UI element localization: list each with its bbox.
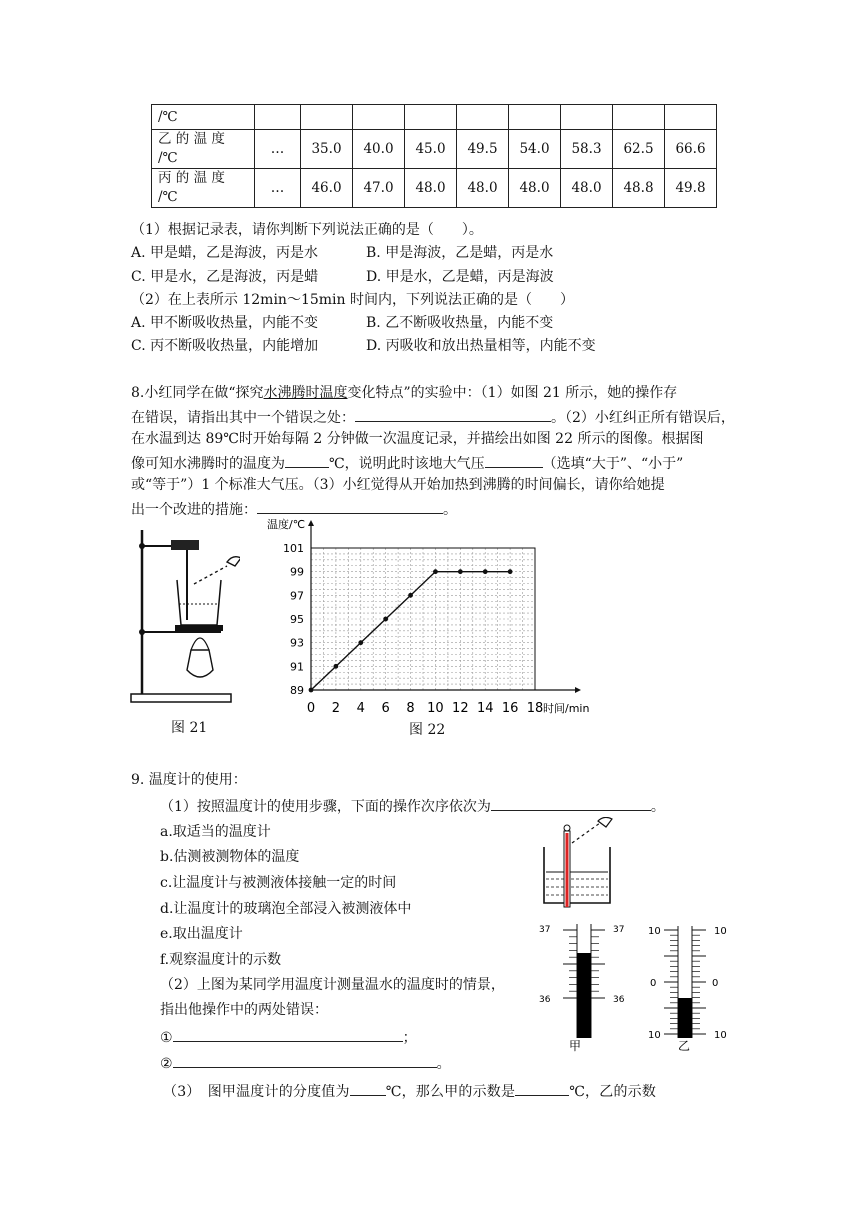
fig21-caption: 图 21 xyxy=(171,720,208,736)
table-cell: 66.6 xyxy=(665,130,717,169)
q7-p1-option-d: D. 甲是水，乙是蜡，丙是海波 xyxy=(366,269,554,285)
answer-blank[interactable] xyxy=(285,452,329,468)
table-cell: 49.8 xyxy=(665,169,717,208)
q7-p2-option-d: D. 丙吸收和放出热量相等，内能不变 xyxy=(366,338,596,354)
table-cell: 35.0 xyxy=(301,130,353,169)
table-cell: 58.3 xyxy=(561,130,613,169)
y-axis-label: 温度/℃ xyxy=(267,518,306,531)
temperature-record-table xyxy=(151,104,717,208)
table-cell xyxy=(457,105,509,130)
q8-text: ℃，说明此时该地大气压 xyxy=(329,456,485,472)
x-tick-label: 12 xyxy=(452,701,469,716)
eye-icon xyxy=(598,817,612,827)
table-row xyxy=(152,169,717,208)
row-header xyxy=(152,105,255,130)
row-header xyxy=(152,130,255,169)
q7-p1-option-b: B. 甲是海波，乙是蜡，丙是水 xyxy=(366,245,554,261)
table-cell xyxy=(613,105,665,130)
answer-blank[interactable] xyxy=(355,406,551,422)
x-tick-label: 6 xyxy=(381,701,390,716)
table-cell: 54.0 xyxy=(509,130,561,169)
q9-title: 9. 温度计的使用： xyxy=(131,772,247,788)
yi-mid-label-right: 0 xyxy=(712,978,719,989)
q8-text: 8.小红同学在做“探究 xyxy=(131,385,264,401)
q8-text: 。 xyxy=(443,502,457,518)
q7-p2-option-c: C. 丙不断吸收热量，内能增加 xyxy=(131,338,319,354)
q8-text: （选填“大于”、“小于” xyxy=(542,456,684,472)
table-cell: 48.0 xyxy=(405,169,457,208)
q9-text: ② xyxy=(160,1056,173,1072)
yi-liquid-column xyxy=(678,998,692,1038)
q8-text: 。（2）小红纠正所有错误后， xyxy=(551,410,735,426)
table-cell xyxy=(353,105,405,130)
stand-base xyxy=(131,694,231,702)
thermometer-in-beaker-figure xyxy=(536,817,626,909)
q8-line-1 xyxy=(131,383,677,403)
thermometer-jia xyxy=(533,922,633,1052)
q8-line-4 xyxy=(131,452,683,474)
y-tick-label: 95 xyxy=(290,613,304,626)
y-tick-label: 97 xyxy=(290,589,304,603)
q7-part1-stem: （1）根据记录表，请你判断下列说法正确的是（ ）。 xyxy=(131,222,483,238)
q9-part2-line1: （2）上图为某同学用温度计测量温水的温度时的情景， xyxy=(160,977,505,993)
yi-bottom-label: 10 xyxy=(648,1030,661,1041)
x-tick-label: 14 xyxy=(476,701,494,716)
data-point xyxy=(508,569,513,574)
row-header xyxy=(152,169,255,208)
jia-top-label: 37 xyxy=(539,925,551,935)
row-header-line: 丙 的 温 度 xyxy=(158,170,225,186)
data-point xyxy=(358,640,363,645)
answer-blank[interactable] xyxy=(173,1052,437,1068)
x-axis-label: 时间/min xyxy=(543,702,590,715)
table-cell: 40.0 xyxy=(353,130,405,169)
x-tick-label: 18 xyxy=(526,701,544,716)
data-point xyxy=(383,617,388,622)
q8-line-2 xyxy=(131,406,735,428)
q9-text: ； xyxy=(402,1030,417,1046)
yi-label: 乙 xyxy=(678,1039,691,1052)
y-axis-arrow xyxy=(308,520,314,526)
answer-blank[interactable] xyxy=(515,1080,569,1096)
boiling-temperature-chart xyxy=(260,512,600,722)
q7-p2-option-a: A. 甲不断吸收热量，内能不变 xyxy=(131,315,319,331)
y-tick-label: 91 xyxy=(290,660,304,674)
answer-blank[interactable] xyxy=(173,1026,403,1042)
q7-p1-option-a: A. 甲是蜡，乙是海波，丙是水 xyxy=(131,245,319,261)
q9-error-2 xyxy=(160,1052,451,1074)
q8-text: 变化特点”的实验中：（1）如图 21 所示，她的操作存 xyxy=(347,385,678,401)
data-point xyxy=(309,688,314,693)
thermometer-top xyxy=(564,825,570,831)
yi-mid-label: 0 xyxy=(650,978,657,989)
answer-blank[interactable] xyxy=(491,795,651,811)
data-point xyxy=(483,569,488,574)
y-tick-label: 89 xyxy=(290,684,304,697)
alcohol-lamp xyxy=(187,650,213,677)
answer-blank[interactable] xyxy=(485,452,543,468)
x-tick-label: 2 xyxy=(331,701,341,716)
q7-part2-stem: （2）在上表所示 12min～15min 时间内，下列说法正确的是（ ） xyxy=(131,292,574,308)
ellipsis-cell: … xyxy=(255,130,301,169)
clamp xyxy=(171,540,199,550)
q9-step-b: b.估测被测物体的温度 xyxy=(160,849,300,865)
yi-top-label: 10 xyxy=(648,926,661,937)
ellipsis-cell xyxy=(255,105,301,130)
jia-top-label-right: 37 xyxy=(613,925,625,935)
thermometer-yi xyxy=(646,922,736,1052)
row-header-line: 乙 的 温 度 xyxy=(158,131,225,147)
q8-text: 在错误，请指出其中一个错误之处： xyxy=(131,410,355,426)
table-cell xyxy=(665,105,717,130)
q9-step-f: f.观察温度计的示数 xyxy=(160,952,282,968)
jia-bottom-label: 36 xyxy=(539,995,551,1005)
q9-part3 xyxy=(163,1080,656,1102)
q8-line-5: 或“等于”）1 个标准大气压。（3）小红觉得从开始加热到沸腾的时间偏长，请你给她提 xyxy=(131,477,665,493)
q7-p2-option-b: B. 乙不断吸收热量，内能不变 xyxy=(366,315,554,331)
table-cell: 47.0 xyxy=(353,169,405,208)
q9-text: （3） 图甲温度计的分度值为 xyxy=(163,1084,350,1100)
flame xyxy=(191,638,209,650)
wire-gauze xyxy=(175,625,223,631)
table-cell: 46.0 xyxy=(301,169,353,208)
table-cell xyxy=(561,105,613,130)
y-tick-label: 101 xyxy=(283,542,304,555)
yi-bottom-label-right: 10 xyxy=(714,1030,727,1041)
q8-text: 出一个改进的措施： xyxy=(131,502,257,518)
x-tick-label: 16 xyxy=(501,701,519,716)
q9-text: ℃，那么甲的示数是 xyxy=(385,1084,516,1100)
x-tick-label: 0 xyxy=(306,701,316,716)
table-cell: 48.0 xyxy=(457,169,509,208)
data-point xyxy=(333,664,338,669)
ellipsis-cell: … xyxy=(255,169,301,208)
q9-error-1 xyxy=(160,1026,417,1048)
jia-liquid-column xyxy=(577,953,591,1038)
q7-p1-option-c: C. 甲是水，乙是海波，丙是蜡 xyxy=(131,269,319,285)
boiling-apparatus-figure xyxy=(125,522,240,707)
q9-step-c: c.让温度计与被测液体接触一定的时间 xyxy=(160,875,397,891)
table-row xyxy=(152,130,717,169)
x-axis-arrow xyxy=(575,687,581,693)
table-cell xyxy=(405,105,457,130)
jia-bottom-label-right: 36 xyxy=(613,995,625,1005)
data-point xyxy=(408,593,413,598)
q9-text: （1）按照温度计的使用步骤，下面的操作次序依次为 xyxy=(160,799,491,815)
q9-step-a: a.取适当的温度计 xyxy=(160,824,271,840)
q9-text: 。 xyxy=(436,1056,451,1072)
table-cell: 48.8 xyxy=(613,169,665,208)
table-cell xyxy=(509,105,561,130)
yi-top-label-right: 10 xyxy=(714,926,727,937)
row-header-line: /℃ xyxy=(158,150,178,166)
q9-text: 。 xyxy=(650,799,665,815)
jia-label: 甲 xyxy=(569,1039,582,1052)
sight-line xyxy=(194,566,227,584)
q9-step-e: e.取出温度计 xyxy=(160,926,243,942)
row-header-line: /℃ xyxy=(158,189,178,205)
q9-text: ① xyxy=(160,1030,173,1046)
x-tick-label: 10 xyxy=(427,701,444,716)
q8-underlined-term: 水沸腾时温度 xyxy=(263,385,348,401)
table-row xyxy=(152,105,717,130)
q9-part1 xyxy=(160,795,665,817)
q9-text: ℃，乙的示数 xyxy=(569,1084,657,1100)
q9-step-d: d.让温度计的玻璃泡全部浸入被测液体中 xyxy=(160,901,412,917)
table-cell: 48.0 xyxy=(509,169,561,208)
table-cell xyxy=(301,105,353,130)
y-tick-label: 99 xyxy=(290,565,304,579)
eye-icon xyxy=(227,557,240,566)
data-point xyxy=(458,569,463,574)
q8-text: 像可知水沸腾时的温度为 xyxy=(131,456,285,472)
table-cell: 62.5 xyxy=(613,130,665,169)
beaker xyxy=(544,847,610,903)
x-tick-label: 4 xyxy=(356,701,365,716)
table-cell: 49.5 xyxy=(457,130,509,169)
row-header-line: /℃ xyxy=(158,108,178,125)
table-cell: 48.0 xyxy=(561,169,613,208)
data-point xyxy=(433,569,438,574)
fig22-caption: 图 22 xyxy=(409,722,446,738)
answer-blank[interactable] xyxy=(350,1080,386,1096)
beaker xyxy=(177,580,221,625)
q9-part2-line2: 指出他操作中的两处错误： xyxy=(160,1002,328,1018)
thermometer-liquid xyxy=(566,833,569,907)
table-cell: 45.0 xyxy=(405,130,457,169)
x-tick-label: 8 xyxy=(406,701,415,716)
q8-line-3: 在水温到达 89℃时开始每隔 2 分钟做一次温度记录，并描绘出如图 22 所示的图像。根据图 xyxy=(131,431,704,447)
sight-line xyxy=(572,823,600,843)
y-tick-label: 93 xyxy=(290,636,304,650)
